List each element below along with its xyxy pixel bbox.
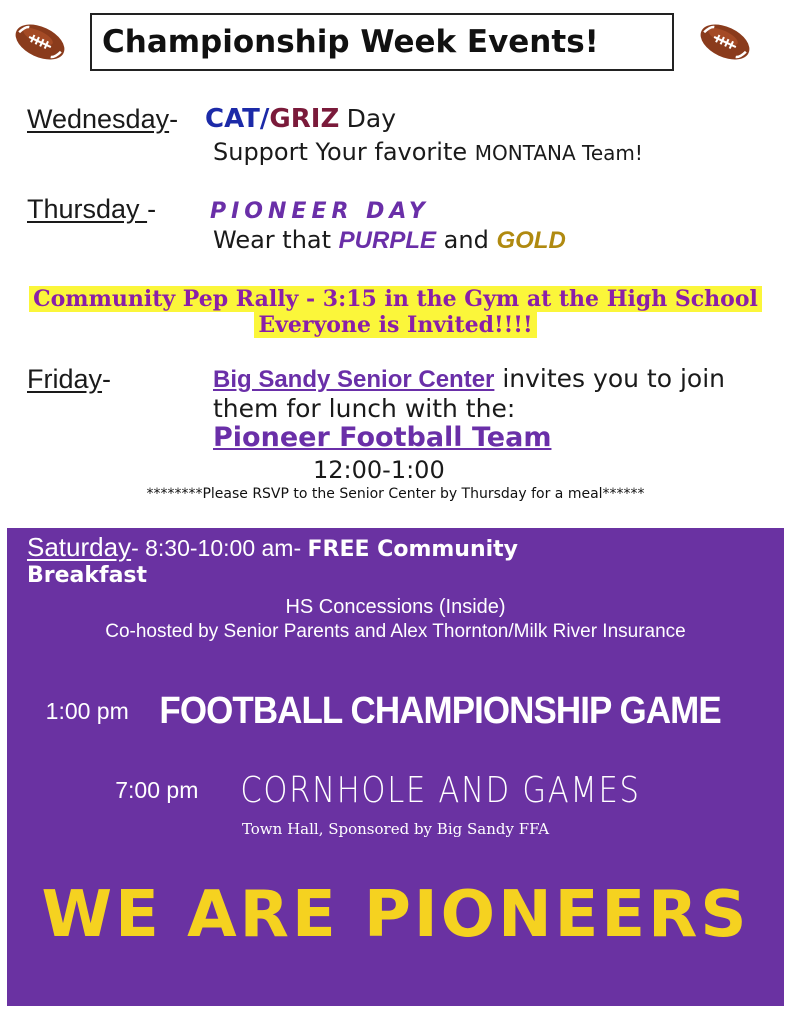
gold-text: GOLD <box>496 227 566 254</box>
concessions-text: HS Concessions (Inside) <box>285 596 506 618</box>
senior-center-link[interactable]: Big Sandy Senior Center <box>213 366 495 393</box>
free-breakfast-2: Breakfast <box>27 563 148 588</box>
pioneer-football-team: Pioneer Football Team <box>213 422 552 453</box>
pep-rally-line1: Community Pep Rally - 3:15 in the Gym at the High School <box>0 286 791 313</box>
championship-game-line: 1:00 pm FOOTBALL CHAMPIONSHIP GAME <box>45 690 721 732</box>
football-icon-left <box>12 20 68 64</box>
cornhole-title: CORNHOLE AND GAMES <box>240 770 641 811</box>
championship-game-title: FOOTBALL CHAMPIONSHIP GAME <box>159 690 721 732</box>
town-hall-text: Town Hall, Sponsored by Big Sandy FFA <box>241 820 550 838</box>
pioneer-day-heading: PIONEER DAY <box>210 199 430 224</box>
page-title-text: Championship Week Events! <box>102 24 599 60</box>
thursday-label: Thursday - <box>27 194 157 224</box>
cat-text: CAT <box>205 104 260 134</box>
friday-label: Friday- <box>27 364 112 394</box>
page-title <box>90 13 674 71</box>
purple-text: PURPLE <box>338 227 437 254</box>
friday-invite: Big Sandy Senior Center invites you to join <box>213 364 725 393</box>
day-text: Day <box>346 104 396 133</box>
saturday-label: Saturday- 8:30-10:00 am- FREE Community <box>27 532 519 562</box>
we-are-pioneers-slogan: WE ARE PIONEERS <box>41 878 750 952</box>
rsvp-note: ********Please RSVP to the Senior Center by Thursday for a meal****** <box>146 486 645 502</box>
friday-line2: them for lunch with the: <box>213 394 516 423</box>
wednesday-description: Support Your favorite MONTANA Team! <box>213 138 643 166</box>
free-breakfast-1: FREE Community <box>307 537 519 562</box>
wednesday-theme: CAT/GRIZ Day <box>205 104 396 134</box>
griz-text: GRIZ <box>269 104 340 134</box>
lunch-time: 12:00-1:00 <box>313 456 445 484</box>
pep-rally-line2: Everyone is Invited!!!! <box>0 312 791 339</box>
thursday-description: Wear that PURPLE and GOLD <box>213 226 566 254</box>
wednesday-label: Wednesday- <box>27 104 179 134</box>
football-icon-right <box>697 20 753 64</box>
cohosted-text: Co-hosted by Senior Parents and Alex Thornton/Milk River Insurance <box>105 621 686 642</box>
cornhole-line: 7:00 pm CORNHOLE AND GAMES <box>115 770 641 811</box>
